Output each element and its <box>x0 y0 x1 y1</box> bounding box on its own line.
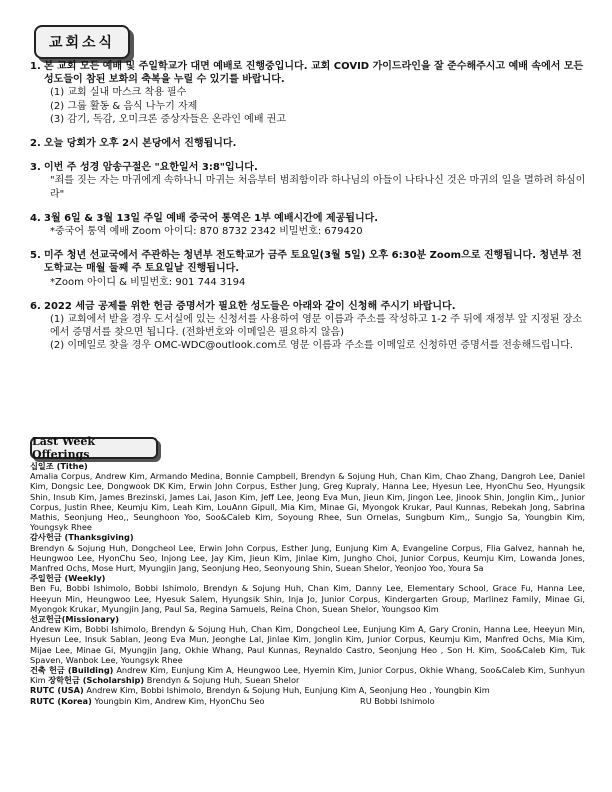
offering-row-rutc-usa <box>30 685 585 695</box>
notice-subline: (2) 이메일로 찾을 경우 OMC-WDC@outlook.com로 영문 이름과 주소를 이메일로 신청하면 증명서를 전송해드립니다. <box>50 340 574 352</box>
offering-category-label: 건축 헌금 (Building) <box>30 665 114 676</box>
page-title: 교회소식 <box>48 35 116 51</box>
notice-number: 4. <box>30 212 41 224</box>
notice-subline: (3) 감기, 독감, 오미크론 증상자들은 온라인 예배 권고 <box>50 113 286 125</box>
notice-heading: 2022 세금 공제를 위한 헌금 증명서가 필요한 성도들은 아래와 같이 신청해 주시기 바랍니다. <box>44 300 456 312</box>
offering-names: Brendyn & Sojung Huh, Suean Shelor <box>146 675 300 686</box>
notice-list <box>30 60 590 353</box>
offering-names: Andrew Kim, Bobbi Ishimolo, Brendyn & Sojung Huh, Eunjung Kim A, Seonjung Heo , Youngbin Kim <box>86 685 490 696</box>
notice-subline: (1) 교회에서 받을 경우 도서실에 있는 신청서를 사용하여 영문 이름과 주소를 작성하고 1-2 주 뒤에 재정부 앞 지정된 장소에서 증명서를 찾으면 됩니다. (전화번호와 이메일은 필요하지 않음) <box>50 314 583 339</box>
offering-names-ru: RU Bobbi Ishimolo <box>360 695 435 706</box>
offering-names: Youngbin Kim, Andrew Kim, HyonChu Seo <box>94 695 265 706</box>
offering-category-label: 십일조 (Tithe) <box>30 461 88 471</box>
offering-category-label: RUTC (Korea) <box>30 695 92 706</box>
notice-item <box>30 60 590 126</box>
notice-heading: 오늘 당회가 오후 2시 본당에서 진행됩니다. <box>44 138 237 150</box>
notice-item <box>30 137 590 150</box>
offering-row-building <box>30 665 585 685</box>
offerings-title-box <box>30 437 158 459</box>
notice-item <box>30 161 590 201</box>
notice-heading: 미주 청년 선교국에서 주관하는 청년부 전도학교가 금주 토요일(3월 5일) 오후 6:30분 Zoom으로 진행됩니다. 청년부 전도학교는 매월 둘째 주 토요일날 진행됩니다. <box>44 250 582 275</box>
offering-names: Andrew Kim, Eunjung Kim A, Heungwoo Lee, Hyemin Kim, Junior Corpus, Okhie Whang, Soo&Caleb Kim, Sunhyun Kim <box>30 665 585 686</box>
offering-names: Ben Fu, Bobbi Ishimolo, Bobbi Ishimolo, Brendyn & Sojung Huh, Chan Kim, Danny Lee, Elementary School, Grace Fu, Hanna Lee, Heeyun Min, Heungwoo Lee, Hyesuk Salem, Hyungsik Shin, Inja Jo, Junior Corpus, Kindergarten Group, Marlinez Family, Minae Gi, Myongok Krukar, Myungjin Jang, Paul Sa, Regina Samuels, Reina Chon, Suean Shelor, Youngsoo Kim <box>30 583 585 614</box>
notice-number: 5. <box>30 250 41 262</box>
offerings-list <box>30 461 585 706</box>
offering-names: Brendyn & Sojung Huh, Dongcheol Lee, Erwin John Corpus, Esther Jung, Eunjung Kim A, Evangeline Corpus, Flia Galvez, hannah he, Heungwoo Lee, HyonChu Seo, Injong Lee, Jay Kim, Jieun Kim, Jinlae Kim, Jungho Choi, Junior Corpus, Keumju Kim, Lowanda Jones, Manfred Ochs, Mose Hurt, Myungjin Jang, Seonjung Heo, Seonyoung Shin, Suean Shelor, Yeonjoo Yoo, Youra Sa <box>30 542 585 574</box>
offering-names: Andrew Kim, Bobbi Ishimolo, Brendyn & Sojung Huh, Chan Kim, Dongcheol Lee, Eunjung Kim A, Gary Cronin, Hanna Lee, Heeyun Min, Hyesun Lee, Insuk Sablan, Jeong Eva Mun, Jeonghe Lal, Jinlae Kim, Jonglin Kim, Junior Corpus, Keumju Kim, Manfred Ochs, Mia Kim, Mijae Lee, Minae Gi, Myungjin Jang, Okhie Whang, Paul Kunnas, Reynaldo Castro, Seonjung Heo , Son H. Kim, Soo&Caleb Kim, Tuk Spaven, Wanbok Lee, Youngsyk Rhee <box>30 624 585 665</box>
offering-category-label: 장학헌금 (Scholarship) <box>48 675 145 686</box>
notice-subline: (1) 교회 실내 마스크 착용 필수 <box>50 87 187 99</box>
offerings-title: Last Week Offerings <box>32 435 96 461</box>
notice-number: 6. <box>30 300 41 312</box>
notice-heading: 본 교회 모든 예배 및 주일학교가 대면 예배로 진행중입니다. 교회 COVID 가이드라인을 잘 준수해주시고 예배 속에서 모든 성도들이 참된 보화의 축복을 누릴 수 있기를 바랍니다. <box>44 61 584 86</box>
notice-number: 2. <box>30 138 41 150</box>
page-title-box <box>34 25 130 59</box>
notice-item <box>30 300 590 353</box>
offering-row-rutc-korea <box>30 696 585 706</box>
offering-category-label: 주일헌금 (Weekly) <box>30 573 106 584</box>
notice-item <box>30 249 590 289</box>
notice-subline: *Zoom 아이디 & 비밀번호: 901 744 3194 <box>50 276 246 288</box>
notice-heading: 이번 주 성경 암송구절은 "요한일서 3:8"입니다. <box>44 162 258 174</box>
notice-subline: (2) 그룹 활동 & 음식 나누기 자제 <box>50 100 198 112</box>
notice-item <box>30 212 590 238</box>
notice-subline: "죄를 짓는 자는 마귀에게 속하나니 마귀는 처음부터 범죄함이라 하나님의 아들이 나타나신 것은 마귀의 일을 멸하려 하심이라" <box>50 175 586 200</box>
offering-category-label: 선교헌금(Missionary) <box>30 614 119 625</box>
offering-category-label: 감사헌금 (Thanksgiving) <box>30 532 134 543</box>
notice-number: 3. <box>30 162 41 174</box>
offering-names: Amalia Corpus, Andrew Kim, Armando Medina, Bonnie Campbell, Brendyn & Sojung Huh, Chan Kim, Chao Zhang, Dangroh Lee, Daniel Kim, Dongsic Lee, Dongwook DK Kim, Erwin John Corpus, Esther Jung, Greg Kupraly, Hanna Lee, Hyesun Lee, HyonChu Seo, Hyungsik Shin, Insub Kim, James Brezinski, James Lai, Jason Kim, Jeff Lee, Jeong Eva Mun, Jieun Kim, Jingon Lee, Jinook Shin, Jonglin Kim,, Junior Corpus, Justin Rhee, Keumju Kim, Leah Kim, LouAnn Gipull, Mia Kim, Minae Gi, Myongok Krukar, Paul Kunnas, Rebekah Jong, Sabrina Mathis, Seonjung Heo,, Seunghoon Yoo, Soo&Caleb Kim, Soyoung Rhee, Sun Ornelas, Sungbum Kim,, Sungjo Sa, Youngbin Kim, Youngsyk Rhee <box>30 471 585 533</box>
offering-category-label: RUTC (USA) <box>30 685 84 696</box>
notice-subline: *중국어 통역 예배 Zoom 아이디: 870 8732 2342 비밀번호: 679420 <box>50 226 363 238</box>
notice-number: 1. <box>30 61 41 72</box>
notice-heading: 3월 6일 & 3월 13일 주일 예배 중국어 통역은 1부 예배시간에 제공됩니다. <box>44 212 379 224</box>
